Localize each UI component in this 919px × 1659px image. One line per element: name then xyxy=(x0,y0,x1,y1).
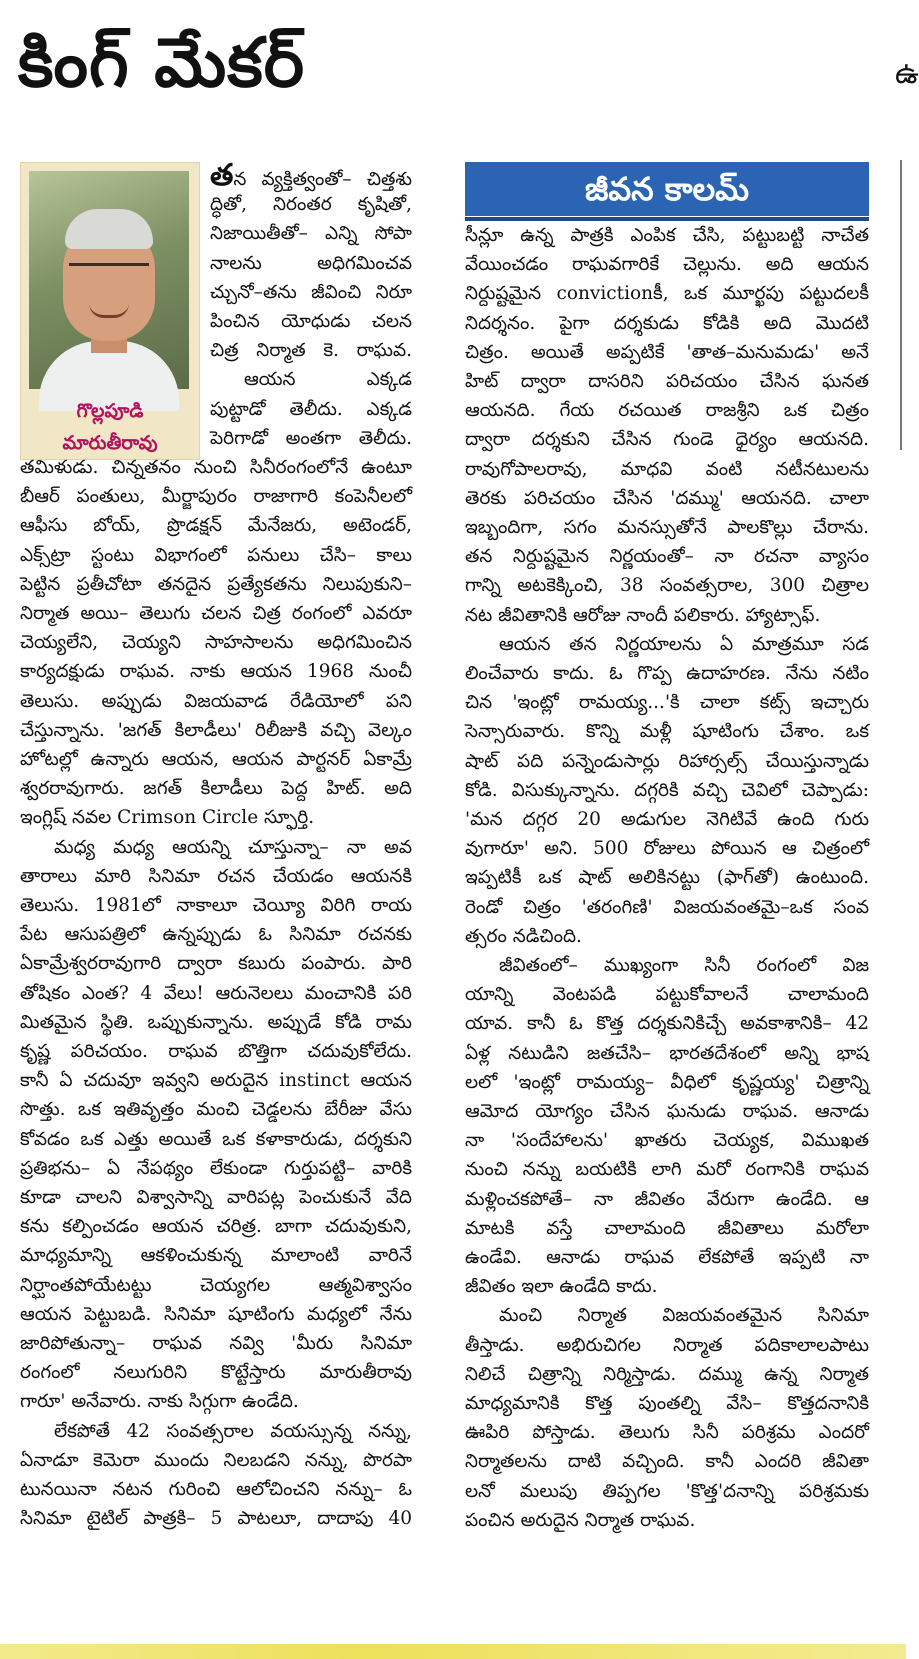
right-text-line: ఆయన తన నిర్ణయాలను ఏ మాత్రమూ సడ xyxy=(499,633,869,655)
right-text-line: ఏళ్ల నటుడిని జతచేసి– భారతదేశంలో అన్ని భాష xyxy=(465,1042,869,1064)
author-box xyxy=(20,162,200,460)
right-text-line: సీన్లూ ఉన్న పాత్రకి ఎంపిక చేసి, పట్టుబట్టి నాచేత xyxy=(465,225,869,246)
left-text-line-content: న వ్యక్తిత్వంతో– చిత్తశు xyxy=(233,169,412,190)
left-text-line: తమిళుడు. చిన్నతనం నుంచి సినీరంగంలోనే ఉంటూ xyxy=(20,457,412,478)
right-text-line: ద్వారా దర్శకుని చేసిన గుండె ధైర్యం ఆయనది. xyxy=(465,429,869,451)
right-text-line: షాట్‌ పది పన్నెండుసార్లు రిహార్సల్స్‌ చేయిస్తున్నాడు xyxy=(465,750,869,772)
left-text-line: మితమైన స్థితి. ఒప్పుకున్నాను. అప్పుడే కోడి రామ xyxy=(20,1011,412,1033)
right-text-line: ఆమోద యోగ్యం చేసిన ఘనుడు రాఘవ. ఆనాడు xyxy=(465,1101,869,1122)
left-text-line: సొత్తు. ఒక ఇతివృత్తం మంచి చెడ్డలను బేరీజు వేసు xyxy=(20,1099,412,1121)
right-text-line: ఊపిరి పోస్తాడు. తెలుగు సినీ పరిశ్రమ ఎందరో xyxy=(465,1422,869,1444)
right-text-line: చిత్రం. అయితే అప్పటికే 'తాత–మనుమడు' అనే xyxy=(465,341,869,363)
right-text-line: మళ్లించకపోతే– నా జీవితం వేరుగా ఉండేది. ఆ xyxy=(465,1188,869,1210)
left-text-line: చిత్ర నిర్మాత కె. రాఘవ. xyxy=(210,340,412,362)
left-text-line xyxy=(210,158,412,193)
right-text-line: నిలిచే చిత్రాన్ని నిర్మిస్తాడు. దమ్ము ఉన్న నిర్మాత xyxy=(465,1363,869,1385)
right-text-line: వేయించడం రాఘవగారికే చెల్లును. అది ఆయన xyxy=(465,254,869,276)
right-text-line: పంచిన అరుదైన నిర్మాత రాఘవ. xyxy=(465,1509,696,1531)
right-text-line: వుగారూ' అని. 500 రోజులు పోయిన ఆ చిత్రంలో xyxy=(465,838,869,860)
left-text-line: ఆఫీసు బోయ్‌, ప్రొడక్షన్‌ మేనేజరు, అటెండర్‌, xyxy=(20,515,412,537)
left-text-line: తోషికం ఎంత? 4 వేలు! ఆరునెలలు మంచానికి పరి xyxy=(20,982,412,1004)
right-text-line: నిర్దుష్టమైన convictionకీ, ఒక మూర్ఖపు పట్టుదలకీ xyxy=(465,283,869,305)
left-text-line: పెట్టిన ప్రతీచోటా తనదైన ప్రత్యేకతను నిలుపుకుని– xyxy=(20,573,412,595)
right-text-line: నా 'సందేహాలను' ఖాతరు చెయ్యక, విముఖత xyxy=(465,1130,869,1152)
right-text-line: జీవితంలో– ముఖ్యంగా సినీ రంగంలో విజ xyxy=(499,955,869,976)
left-text-line: ఇంగ్లిష్‌ నవల Crimson Circle స్ఫూర్తి. xyxy=(20,807,315,829)
left-text-line: రంగంలో నలుగురిని కొట్టేస్తారు మారుతీరావు xyxy=(20,1362,412,1384)
author-photo xyxy=(29,171,189,389)
right-text-line: యావ. కానీ ఓ కొత్త దర్శకునికిచ్చే అవకాశానికి– 42 xyxy=(465,1013,869,1035)
column-divider xyxy=(900,160,902,450)
right-text-line: 'మన దగ్గర 20 అడుగుల నెగిటివే ఉంది గురు xyxy=(465,809,869,830)
left-text-line: పెరిగాడో అంతగా తెలీదు. xyxy=(210,427,412,449)
banner-rule xyxy=(465,217,869,221)
left-text-line: కానీ ఏ చదువూ ఇవ్వని అరుదైన instinct ఆయన xyxy=(20,1070,412,1092)
left-text-line: నిజాయితీతో– ఎన్ని సోపా xyxy=(210,223,412,245)
left-text-line: శ్వరరావుగారు. జగత్‌ కిలాడీలు పెద్ద హిట్‌. అది xyxy=(20,778,412,800)
left-text-line: నిర్ఘాంతపోయేటట్టు చెయ్యగల ఆత్మవిశ్వాసం xyxy=(20,1274,412,1296)
left-text-line: ఆయన ఎక్కడ xyxy=(244,369,412,391)
left-text-line: ఏనాడూ కెమెరా ముందు నిలబడని నన్ను, పొరపా xyxy=(20,1449,412,1471)
right-text-line: గాన్ని అటకెక్కించి, 38 సంవత్సరాల, 300 చిత్రాల xyxy=(465,575,869,597)
adjacent-article-fragment: ఉ xyxy=(895,56,919,91)
right-text-line: ఇబ్బందిగా, సగం మనస్సుతోనే పాలకొల్లు చేరాను. xyxy=(465,517,869,538)
right-text-line: నిర్మాతలను దాటి వచ్చింది. కానీ ఎందరి జీవితా xyxy=(465,1451,869,1473)
drop-cap: త xyxy=(210,158,234,193)
left-text-line: నాలను అధిగమించవ xyxy=(210,252,412,274)
left-text-line: ద్ధితో, నిరంతర కృషితో, xyxy=(210,194,412,216)
left-text-line: ఎక్స్‌ట్రా స్టంటు విభాగంలో పనులు చేసి– కాలు xyxy=(20,544,412,566)
left-text-line: చేస్తున్నాను. 'జగత్‌ కిలాడీలు' రిలీజుకి వచ్చి వెల్కం xyxy=(20,719,412,741)
left-text-line: తారాలు మారి సినిమా రచన చేయడం ఆయనకి xyxy=(20,865,412,887)
right-text-line: నుంచి నన్ను బయటికి లాగి మరో రంగానికి రాఘవ xyxy=(465,1159,869,1181)
left-text-line: జారిపోతున్నా– రాఘవ నవ్వి 'మీరు సినిమా xyxy=(20,1333,412,1354)
left-text-line: తెలుసు. అప్పుడు విజయవాడ రేడియోలో పని xyxy=(20,690,412,712)
right-text-line: లనో మలుపు తిప్పగల 'కొత్త'దనాన్ని పరిశ్రమకు xyxy=(465,1480,869,1502)
right-text-line: రావుగోపాలరావు, మాధవి వంటి నటీనటులను xyxy=(465,458,869,480)
left-text-line: కృష్ణ పరిచయం. రాఘవ బొత్తిగా చదువుకోలేదు. xyxy=(20,1041,412,1062)
author-name-line2: మారుతీరావు xyxy=(62,432,158,454)
left-text-line: చెయ్యలేని, చెయ్యని సాహసాలను అధిగమించిన xyxy=(20,632,412,654)
right-text-line: మంచి నిర్మాత విజయవంతమైన సినిమా xyxy=(499,1305,869,1327)
next-article-strip xyxy=(0,1644,906,1659)
right-text-line: కోడి. విసుక్కున్నాను. దగ్గరికి వచ్చి చెవిలో చెప్పాడు: xyxy=(465,779,869,801)
left-text-line: హోటల్లో ఉన్నారు ఆయన, ఆయన పార్టనర్‌ ఏకామ్రే xyxy=(20,749,412,770)
right-text-line: చిన 'ఇంట్లో రామయ్య...'కి చాలా కట్స్‌ ఇచ్చారు xyxy=(465,692,869,714)
right-text-line: రెండో చిత్రం 'తరంగిణి' విజయవంతమై–ఒక సంవ xyxy=(465,896,869,918)
left-text-line: కార్యదక్షుడు రాఘవ. నాకు ఆయన 1968 నుంచీ xyxy=(20,661,412,683)
right-text-line: మాధ్యమానికి కొత్త పుంతల్ని వేసి– కొత్తదనానికి xyxy=(465,1393,869,1414)
left-text-line: ఆయన పెట్టుబడి. సినిమా షూటింగు మధ్యలో నేను xyxy=(20,1303,412,1325)
left-text-line: టునయినా నటన గురించి ఆలోచించని నన్ను– ఓ xyxy=(20,1479,412,1500)
right-text-line: నట జీవితానికి ఆరోజు నాందీ పలికారు. హ్యాట్సాఫ్‌. xyxy=(465,604,821,626)
left-text-line: సినిమా టైటిల్‌ పాత్రకి– 5 పాటలూ, దాదాపు 40 xyxy=(20,1508,412,1530)
right-text-line: లలో 'ఇంట్లో రామయ్య– వీధిలో కృష్ణయ్య' చిత్రాన్ని xyxy=(465,1071,869,1093)
right-text-line: సెన్సారువారు. కొన్ని మళ్లీ షూటింగు చేశాం. ఒక xyxy=(465,721,869,743)
left-text-line: కూడా చాలని విశ్వాసాన్ని వారిపట్ల పెంచుకునే వేది xyxy=(20,1187,412,1208)
right-text-line: ఆయనది. గేయ రచయిత రాజశ్రీని ఒక చిత్రం xyxy=(465,400,869,422)
left-text-line: పించిన యోధుడు చలన xyxy=(210,311,412,332)
left-text-line: లేకపోతే 42 సంవత్సరాల వయస్సున్న నన్ను, xyxy=(54,1420,412,1442)
left-text-line: కను కల్పించడం ఆయన చరిత్ర. బాగా చదువుకుని, xyxy=(20,1216,412,1238)
right-text-line: తీస్తాడు. అభిరుచిగల నిర్మాత పదికాలాలపాటు xyxy=(465,1334,869,1356)
left-text-line: తెలుసు. 1981లో నాకాలూ చెయ్యీ విరిగి రాయ xyxy=(20,895,412,916)
left-text-line: ఏకామ్రేశ్వరరావుగారి ద్వారా కబురు పంపారు. పారి xyxy=(20,953,412,975)
column-title-banner: జీవన కాలమ్‌ xyxy=(465,162,869,216)
left-text-line: మాధ్యమాన్ని ఆకళించుకున్న మాలాంటి వారినే xyxy=(20,1245,412,1267)
right-text-line: ఉండేవి. ఆనాడు రాఘవ లేకపోతే ఇప్పటి నా xyxy=(465,1247,869,1268)
left-text-line: నిర్మాత అయి– తెలుగు చలన చిత్ర రంగంలో ఎవరూ xyxy=(20,603,412,624)
author-name-line1: గొల్లపూడి xyxy=(76,400,144,422)
right-text-line: హిట్‌ ద్వారా దాసరిని పరిచయం చేసిన ఘనత xyxy=(465,371,869,392)
right-text-line: యాన్ని వెంటపడి పట్టుకోవాలనే చాలామంది xyxy=(465,984,869,1006)
right-text-line: మాటకి వస్తే చాలామంది జీవితాలు మరోలా xyxy=(465,1217,869,1239)
right-text-line: తెరకు పరిచయం చేసిన 'దమ్ము' ఆయనది. చాలా xyxy=(465,487,869,509)
right-text-line: లించేవారు కాదు. ఓ గొప్ప ఉదాహరణ. నేను నటిం xyxy=(465,663,869,684)
left-text-line: పేట ఆసుపత్రిలో ఉన్నప్పుడు ఓ సినిమా రచనకు xyxy=(20,924,412,946)
right-text-line: జీవితం ఇలా ఉండేది కాదు. xyxy=(465,1276,658,1298)
left-text-line: చ్చునో–తను జీవించి నిరూ xyxy=(210,281,412,303)
left-text-line: ప్రతిభను– ఏ నేపథ్యం లేకుండా గుర్తుపట్టి– వారికి xyxy=(20,1157,412,1179)
left-text-line: గారూ' అనేవారు. నాకు సిగ్గుగా ఉండేది. xyxy=(20,1391,299,1413)
right-text-line: తన నిర్దుష్టమైన నిర్ణయంతో– నా రచనా వ్యాసం xyxy=(465,546,869,568)
left-text-line: మధ్య మధ్య ఆయన్ని చూస్తున్నా– నా అవ xyxy=(54,836,412,858)
left-text-line: కోవడం ఒక ఎత్తు అయితే ఒక కళాకారుడు, దర్శకుని xyxy=(20,1128,412,1150)
right-text-line: ఇప్పటికీ ఒక షాట్‌ అలికినట్టు (ఫాగ్‌తో) ఉంటుంది. xyxy=(465,867,869,889)
right-text-line: నిదర్శనం. పైగా దర్శకుడు కోడికి అది మొదటి xyxy=(465,312,869,334)
author-name xyxy=(21,395,199,459)
right-text-line: త్సరం నడిచింది. xyxy=(465,925,582,947)
left-text-line: బీఆర్‌ పంతులు, మీర్జాపురం రాజాగారి కంపెనీలలో xyxy=(20,486,412,508)
headline: కింగ్‌ మేకర్‌ xyxy=(18,24,306,103)
left-text-line: పుట్టాడో తెలీదు. ఎక్కడ xyxy=(210,398,412,420)
